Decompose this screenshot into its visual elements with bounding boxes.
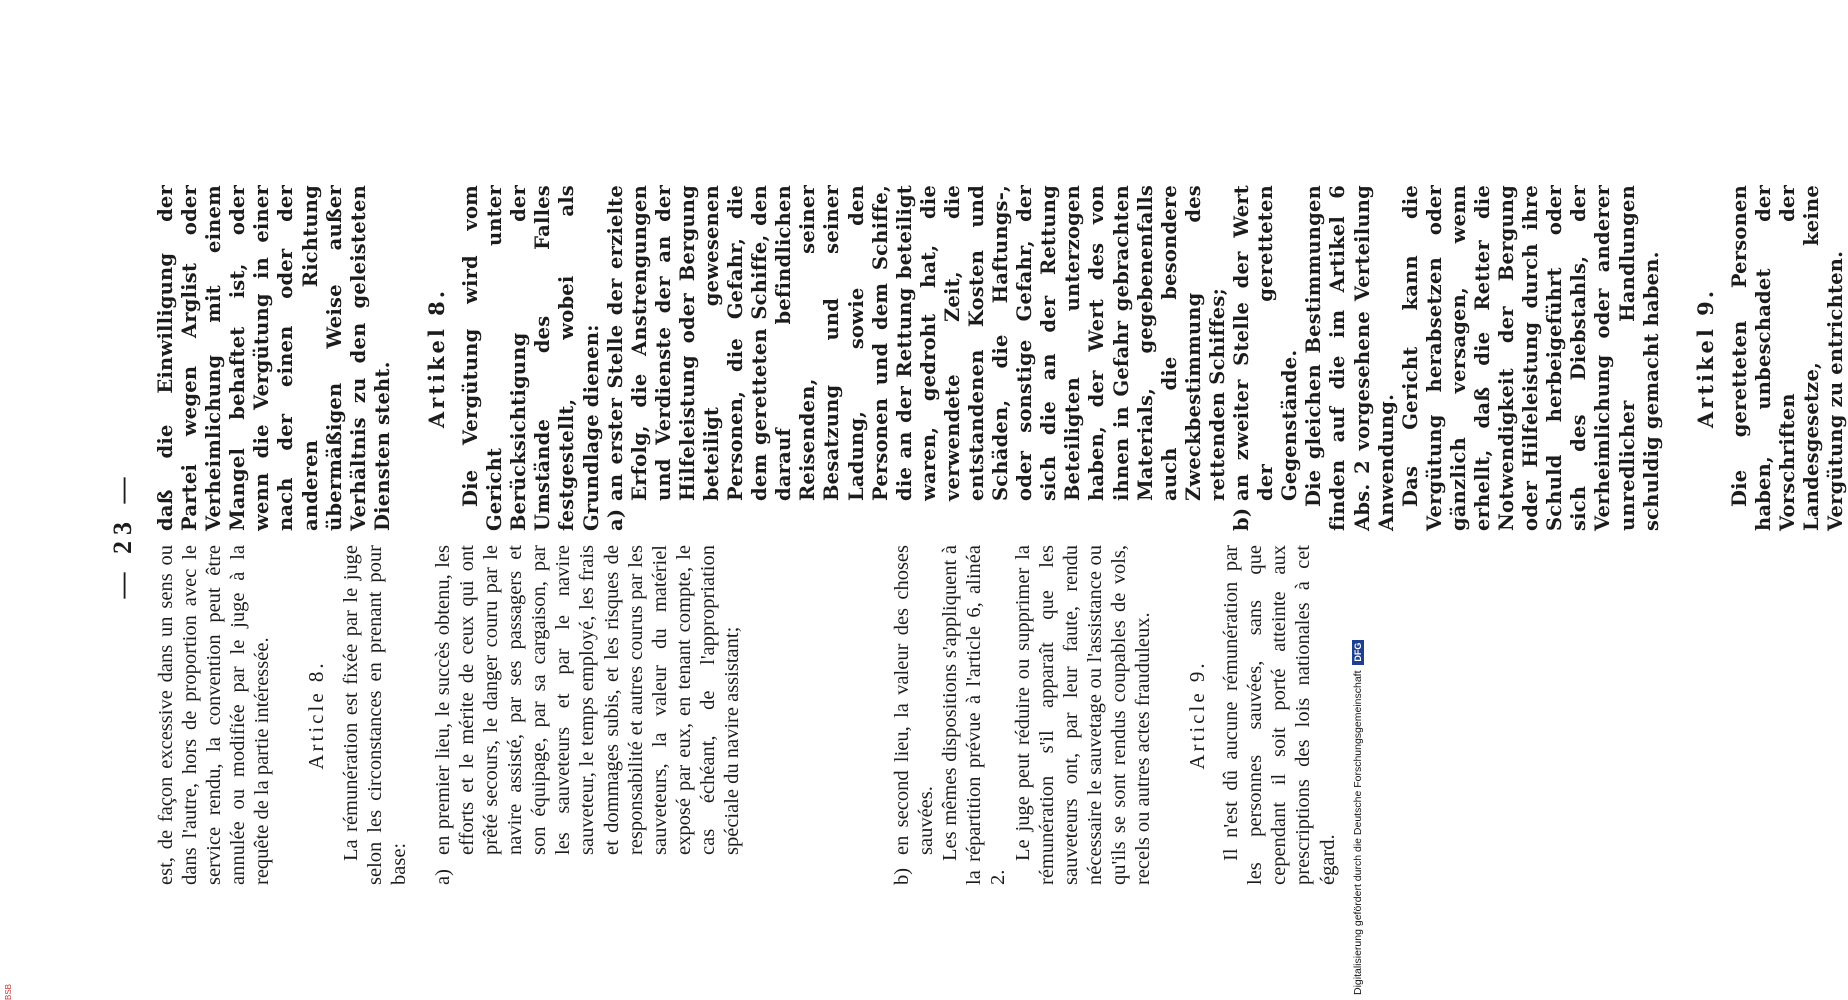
- german-court-paragraph: Das Gericht kann die Vergütung herabsetzen oder gänzlich versagen, wenn erhellt, daß die Retter die Notwendigkeit der Bergung oder Hilfeleistung durch ihre Schuld herbeigeführt oder sich des Diebstahls, der Verheimlichung oder anderer unredlicher Handlungen schuldig gemacht haben.: [1398, 185, 1663, 531]
- german-item-b: [1230, 185, 1302, 531]
- german-continuation: daß die Einwilligung der Partei wegen Arglist oder Verheimlichung mit einem Mangel behaftet ist, oder wenn die Vergütung in einer nach der einen oder der anderen Richtung übermäßigen Weise außer Verhältnis zu den geleisteten Diensten steht.: [154, 185, 394, 531]
- german-article-8-heading: Artikel 8.: [423, 287, 449, 429]
- french-continuation: est, de façon excessive dans un sens ou dans l'autre, hors de proportion avec le service rendu, la convention peut être annulée ou modifiée par le juge à la requête de la partie intéressée.: [155, 545, 274, 885]
- german-item-a-label: a): [603, 508, 627, 531]
- german-item-b-text: an zweiter Stelle der Wert der geretteten Gegenstände.: [1230, 185, 1302, 501]
- german-article-9-text: Die geretteten Personen haben, unbeschadet der Vorschriften der Landesgesetze, keine Vergütung zu entrichten.: [1727, 185, 1848, 531]
- german-item-b-label: b): [1230, 507, 1254, 531]
- german-article-8-intro: Die Vergütung wird vom Gericht unter Berücksichtigung der Umstände des Falles festgestellt, wobei als Grundlage dienen:: [459, 185, 603, 531]
- french-article-8-intro: La rémunération est fixée par le juge selon les circonstances en prenant pour base:: [339, 545, 410, 885]
- french-item-b: [890, 545, 938, 885]
- german-column: [154, 185, 1848, 531]
- german-same-provisions: Die gleichen Bestimmungen finden auf die im Artikel 6 Abs. 2 vorgesehene Verteilung Anwendung.: [1302, 185, 1398, 531]
- french-same-provisions: Les mêmes dispositions s'appliquent à la répartition prévue à l'article 6, alinéa 2.: [939, 545, 1010, 885]
- french-article-8-heading: Article 8.: [304, 660, 329, 770]
- german-item-a: [604, 185, 1230, 531]
- french-item-b-text: en second lieu, la valeur des choses sauvées.: [891, 545, 938, 855]
- german-item-a-text: an erster Stelle der erzielte Erfolg, die Anstrengungen und Verdienste der an der Hilfeleistung oder Bergung beteiligt gewesenen Personen, die Gefahr, die dem geretteten Schiffe, den darauf befindlichen Reisenden, seiner Besatzung und seiner Ladung, sowie den Personen und dem Schiffe, die an der Rettung beteiligt waren, gedroht hat, die verwendete Zeit, die entstandenen Kosten und Schäden, die Haftungs-, oder sonstige Gefahr, der sich die an der Rettung Beteiligten unterzogen haben, der Wert des von ihnen in Gefahr gebrachten Materials, gegebenenfalls auch die besondere Zweckbestimmung des rettenden Schiffes;: [603, 185, 1229, 501]
- french-article-9-text: Il n'est dû aucune rémunération par les personnes sauvées, sans que cependant il soit porté atteinte aux prescriptions des lois nationales à cet égard.: [1220, 545, 1339, 885]
- bsb-library-mark: BSB: [4, 983, 13, 1000]
- french-item-b-label: b): [891, 867, 914, 885]
- french-column: [154, 545, 1340, 885]
- french-item-a-label: a): [431, 869, 454, 885]
- french-item-a: [431, 545, 744, 885]
- french-judge-paragraph: Le juge peut réduire ou supprimer la rémunération s'il apparaît que les sauveteurs ont, par leur faute, rendu nécessaire le sauvetage ou l'assistance ou qu'ils se sont rendus coupables de vols, recels ou autres actes frauduleux.: [1011, 545, 1154, 885]
- page-number: — 23 —: [108, 471, 137, 599]
- dfg-logo: DFG: [1352, 640, 1364, 665]
- german-article-9-heading: Artikel 9.: [1692, 287, 1718, 429]
- french-item-a-text: en premier lieu, le succès obtenu, les efforts et le mérite de ceux qui ont prêté secours, le danger couru par le navire assisté, par ses passagers et son équipage, par sa cargaison, par les sauveteurs et par le navire sauveteur, le temps employé, les frais et dommages subis, et les risques de responsabilité et autres courus par les sauveteurs, la valeur du matériel exposé par eux, en tenant compte, le cas échéant, de l'appropriation spéciale du navire assistant;: [431, 545, 743, 855]
- french-article-9-heading: Article 9.: [1185, 660, 1210, 770]
- digitization-text: Digitalisierung gefördert durch die Deutsche Forschungsgemeinschaft: [1352, 670, 1364, 995]
- digitization-note: [1352, 640, 1364, 995]
